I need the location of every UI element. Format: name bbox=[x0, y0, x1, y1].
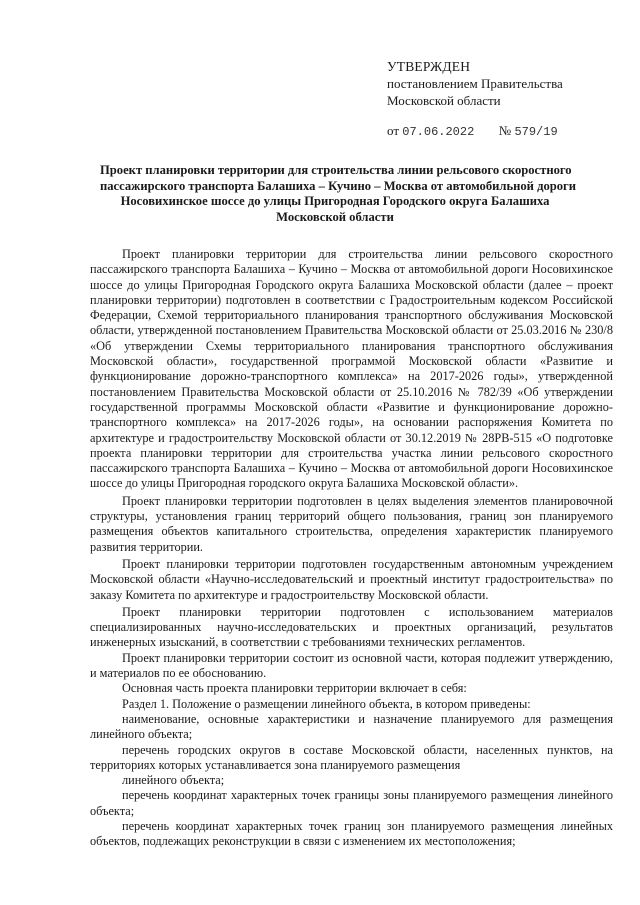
paragraph-materials: Проект планировки территории подготовлен с использованием материалов специализированных научно-исследовательских и проектных организаций, результатов инженерных изысканий, в соответствии с требованиями технических регламентов. bbox=[90, 604, 613, 650]
approval-dateline bbox=[387, 123, 558, 139]
paragraph-purpose: Проект планировки территории подготовлен в целях выделения элементов планировочной структуры, установления границ территорий общего пользования, границ зон планируемого размещения объектов капитального строительства, определения характеристик планируемого развития территории. bbox=[90, 493, 613, 554]
list-item: перечень городских округов в составе Московской области, населенных пунктов, на территориях которых устанавливается зона планируемого размещения bbox=[90, 742, 613, 772]
paragraph-section-1: Раздел 1. Положение о размещении линейного объекта, в котором приведены: bbox=[122, 696, 531, 711]
document-title bbox=[100, 163, 577, 225]
paragraph-basis: Проект планировки территории для строительства линии рельсового скоростного пассажирского транспорта Балашиха – Кучино – Москва от автомобильной дороги Носовихинское шоссе до улицы Пригородная Городского округа Балашиха Московской области (далее – проект планировки территории) подготовлен в соответствии с Градостроительным кодексом Российской Федерации, Схемой территориального планирования транспортного обслуживания Московской области, утвержденной постановлением Правительства Московской области от 25.03.2016 № 230/8 «Об утверждении Схемы территориального планирования транспортного обслуживания Московской области», государственной программой Московской области «Развитие и функционирование дорожно-транспортного комплекса» на 2017-2026 годы», утвержденной постановлением Правительства Московской области от 25.10.2016 № 782/39 «Об утверждении государственной программы Московской области «Развитие и функционирование дорожно-транспортного комплекса» на 2017-2026 годы», на основании распоряжения Комитета по архитектуре и градостроительству Московской области от 30.12.2019 № 28РВ-515 «О подготовке проекта планировки территории для строительства участка линии рельсового скоростного пассажирского транспорта Балашиха – Кучино – Москва от автомобильной дороги Носовихинское шоссе до улицы Пригородная городского округа Балашиха Московской области». bbox=[90, 247, 613, 491]
paragraph-composition: Проект планировки территории состоит из основной части, которая подлежит утверждению, и материалов по ее обоснованию. bbox=[90, 650, 613, 681]
approval-date: 07.06.2022 bbox=[402, 125, 475, 139]
list-item: перечень координат характерных точек границы зоны планируемого размещения линейного объекта; bbox=[90, 788, 613, 818]
approval-line-1: постановлением Правительства bbox=[387, 76, 563, 91]
document-body bbox=[90, 247, 613, 850]
paragraph-prepared-by: Проект планировки территории подготовлен государственным автономным учреждением Московской области «Научно-исследовательский и проектный институт градостроительства» по заказу Комитета по архитектуре и градостроительству Московской области. bbox=[90, 556, 613, 602]
title-line: Носовихинское шоссе до улицы Пригородная Городского округа Балашиха bbox=[120, 194, 550, 208]
list-item: наименование, основные характеристики и назначение планируемого для размещения линейного объекта; bbox=[90, 711, 613, 742]
date-prefix: от bbox=[387, 123, 400, 138]
list-item: перечень координат характерных точек границ зон планируемого размещения линейных объектов, подлежащих реконструкции в связи с изменением их местоположения; bbox=[90, 818, 613, 849]
title-line: пассажирского транспорта Балашиха – Кучино – Москва от автомобильной дороги bbox=[100, 178, 577, 193]
list-item-continuation: линейного объекта; bbox=[122, 773, 225, 788]
approval-line-2: Московской области bbox=[387, 93, 501, 108]
approval-title: УТВЕРЖДЕН bbox=[387, 59, 471, 74]
title-line: Проект планировки территории для строительства линии рельсового скоростного bbox=[100, 163, 572, 177]
number-prefix: № bbox=[498, 123, 512, 138]
title-line: Московской области bbox=[276, 209, 394, 224]
approval-block bbox=[387, 58, 563, 109]
approval-number: 579/19 bbox=[514, 125, 558, 139]
paragraph-main-part: Основная часть проекта планировки территории включает в себя: bbox=[122, 681, 467, 696]
